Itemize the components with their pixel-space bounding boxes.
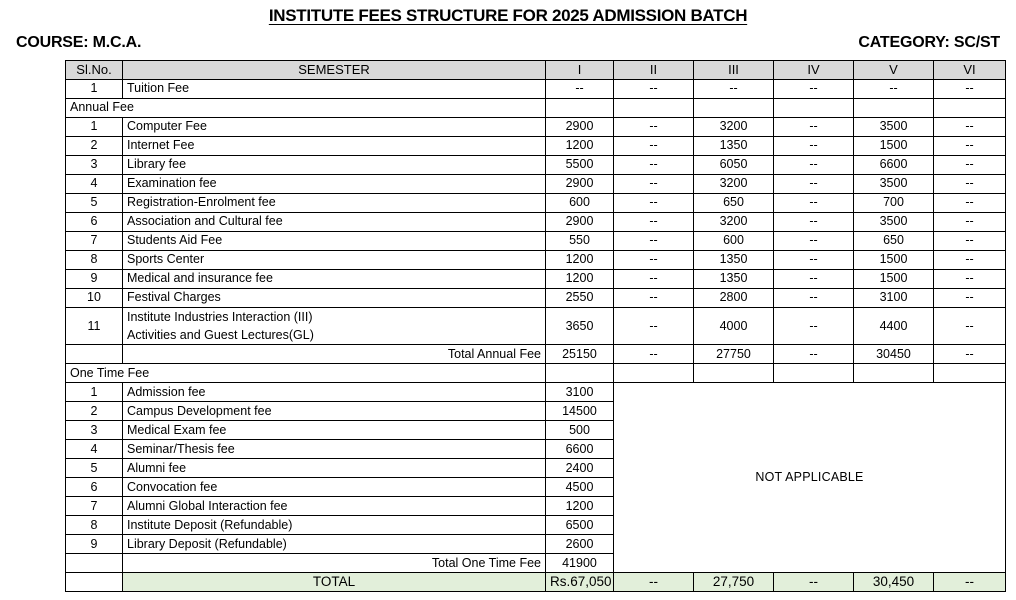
cell-sem3: 3200 (694, 213, 774, 232)
cell-sem5 (854, 364, 934, 383)
cell-sem2: -- (614, 251, 694, 270)
cell-sem4: -- (774, 175, 854, 194)
cell-sem3: 27750 (694, 345, 774, 364)
cell-sem1 (546, 364, 614, 383)
cell-sem3: 600 (694, 232, 774, 251)
row-slno: 7 (66, 232, 123, 251)
cell-sem1: 2900 (546, 118, 614, 137)
cell-sem1: 500 (546, 421, 614, 440)
table-header-row (66, 61, 1006, 80)
cell-sem2: -- (614, 213, 694, 232)
cell-sem5: 30450 (854, 345, 934, 364)
row-slno: 11 (66, 308, 123, 345)
column-header-slno: Sl.No. (66, 61, 123, 80)
cell-sem5: 1500 (854, 137, 934, 156)
cell-sem4: -- (774, 156, 854, 175)
cell-sem5: 650 (854, 232, 934, 251)
column-header-sem3: III (694, 61, 774, 80)
cell-sem3: 1350 (694, 251, 774, 270)
row-label: Computer Fee (123, 118, 546, 137)
row-label (123, 308, 546, 345)
fees-table-wrapper (65, 60, 1005, 592)
cell-sem6: -- (934, 270, 1006, 289)
cell-sem4: -- (774, 251, 854, 270)
row-label: Internet Fee (123, 137, 546, 156)
row-slno: 4 (66, 440, 123, 459)
cell-sem6: -- (934, 289, 1006, 308)
cell-sem1: 14500 (546, 402, 614, 421)
table-row-annual-fee (66, 232, 1006, 251)
row-slno: 1 (66, 118, 123, 137)
cell-sem3: 1350 (694, 270, 774, 289)
row-slno: 6 (66, 478, 123, 497)
row-slno: 9 (66, 535, 123, 554)
table-row-annual-fee (66, 156, 1006, 175)
cell-sem1: 6600 (546, 440, 614, 459)
column-header-sem1: I (546, 61, 614, 80)
row-slno: 8 (66, 251, 123, 270)
total-annual-fee-label: Total Annual Fee (123, 345, 546, 364)
row-slno (66, 573, 123, 592)
cell-sem4: -- (774, 289, 854, 308)
row-label: Festival Charges (123, 289, 546, 308)
cell-sem3: 3200 (694, 175, 774, 194)
section-header-annual-fee (66, 99, 1006, 118)
row-label: Alumni Global Interaction fee (123, 497, 546, 516)
cell-sem4: -- (774, 137, 854, 156)
row-slno: 10 (66, 289, 123, 308)
cell-sem1: 1200 (546, 497, 614, 516)
cell-sem2 (614, 99, 694, 118)
column-header-semester: SEMESTER (123, 61, 546, 80)
table-row-annual-fee (66, 289, 1006, 308)
row-label: Admission fee (123, 383, 546, 402)
cell-sem1: 1200 (546, 251, 614, 270)
cell-sem1: 2550 (546, 289, 614, 308)
cell-sem1: 2900 (546, 213, 614, 232)
table-row-annual-fee (66, 251, 1006, 270)
cell-sem2: -- (614, 175, 694, 194)
cell-sem4: -- (774, 345, 854, 364)
cell-sem1: 3650 (546, 308, 614, 345)
row-label: Alumni fee (123, 459, 546, 478)
row-label: Campus Development fee (123, 402, 546, 421)
row-slno: 1 (66, 80, 123, 99)
cell-sem6 (934, 99, 1006, 118)
row-label: Seminar/Thesis fee (123, 440, 546, 459)
cell-sem3: 27,750 (694, 573, 774, 592)
table-row-annual-fee (66, 118, 1006, 137)
fees-table-body (66, 61, 1006, 592)
category-label: CATEGORY: SC/ST (858, 34, 1000, 51)
row-label: Sports Center (123, 251, 546, 270)
table-row-grand-total (66, 573, 1006, 592)
cell-sem5: 3500 (854, 213, 934, 232)
total-one-time-fee-label: Total One Time Fee (123, 554, 546, 573)
column-header-sem2: II (614, 61, 694, 80)
row-slno: 7 (66, 497, 123, 516)
cell-sem4: -- (774, 270, 854, 289)
cell-sem5 (854, 99, 934, 118)
row-label: Association and Cultural fee (123, 213, 546, 232)
cell-sem2 (614, 364, 694, 383)
table-row-annual-fee (66, 175, 1006, 194)
cell-sem2: -- (614, 308, 694, 345)
row-label: Medical and insurance fee (123, 270, 546, 289)
cell-sem5: 700 (854, 194, 934, 213)
cell-sem1: 5500 (546, 156, 614, 175)
cell-sem3: -- (694, 80, 774, 99)
cell-sem1: 2600 (546, 535, 614, 554)
grand-total-label: TOTAL (123, 573, 546, 592)
cell-sem6: -- (934, 156, 1006, 175)
cell-sem5: 1500 (854, 270, 934, 289)
row-slno (66, 554, 123, 573)
row-label: Institute Deposit (Refundable) (123, 516, 546, 535)
row-slno: 2 (66, 402, 123, 421)
page-title: INSTITUTE FEES STRUCTURE FOR 2025 ADMISSION BATCH (268, 6, 748, 25)
cell-sem1: 2900 (546, 175, 614, 194)
cell-sem6: -- (934, 194, 1006, 213)
row-slno: 2 (66, 137, 123, 156)
cell-sem6: -- (934, 118, 1006, 137)
cell-sem3: 6050 (694, 156, 774, 175)
section-label-annual-fee: Annual Fee (66, 99, 546, 118)
row-label: Registration-Enrolment fee (123, 194, 546, 213)
cell-sem5: -- (854, 80, 934, 99)
cell-sem3 (694, 99, 774, 118)
course-label: COURSE: M.C.A. (16, 34, 142, 51)
cell-sem3: 3200 (694, 118, 774, 137)
cell-sem1: 25150 (546, 345, 614, 364)
cell-sem1: 2400 (546, 459, 614, 478)
table-row-one-time-fee (66, 383, 1006, 402)
cell-sem5: 3500 (854, 175, 934, 194)
row-slno: 6 (66, 213, 123, 232)
cell-sem3: 4000 (694, 308, 774, 345)
row-slno: 4 (66, 175, 123, 194)
row-slno: 8 (66, 516, 123, 535)
course-category-row (16, 34, 1000, 52)
cell-sem4: -- (774, 194, 854, 213)
cell-sem2: -- (614, 80, 694, 99)
cell-sem2: -- (614, 194, 694, 213)
row-label-line1: Institute Industries Interaction (III) (127, 310, 313, 324)
cell-sem1: -- (546, 80, 614, 99)
row-slno: 9 (66, 270, 123, 289)
cell-sem2: -- (614, 137, 694, 156)
cell-sem3: 2800 (694, 289, 774, 308)
cell-sem4: -- (774, 573, 854, 592)
cell-sem2: -- (614, 232, 694, 251)
cell-sem3 (694, 364, 774, 383)
cell-sem1: 41900 (546, 554, 614, 573)
cell-sem2: -- (614, 345, 694, 364)
cell-sem5: 1500 (854, 251, 934, 270)
row-slno: 3 (66, 156, 123, 175)
cell-sem1: 1200 (546, 270, 614, 289)
table-row-annual-fee (66, 194, 1006, 213)
cell-sem4: -- (774, 118, 854, 137)
cell-sem6: -- (934, 573, 1006, 592)
cell-sem1: 600 (546, 194, 614, 213)
cell-sem5: 3500 (854, 118, 934, 137)
cell-sem1: 4500 (546, 478, 614, 497)
cell-sem1: 1200 (546, 137, 614, 156)
table-row-annual-fee (66, 213, 1006, 232)
cell-sem1 (546, 99, 614, 118)
cell-sem1: Rs.67,050 (546, 573, 614, 592)
cell-sem4: -- (774, 213, 854, 232)
cell-sem6: -- (934, 137, 1006, 156)
cell-sem4: -- (774, 80, 854, 99)
cell-sem4: -- (774, 308, 854, 345)
cell-sem4 (774, 99, 854, 118)
cell-sem2: -- (614, 289, 694, 308)
table-row-annual-fee (66, 270, 1006, 289)
row-label-line2: Activities and Guest Lectures(GL) (127, 328, 314, 343)
cell-sem6: -- (934, 80, 1006, 99)
cell-sem4 (774, 364, 854, 383)
table-row-annual-fee (66, 137, 1006, 156)
cell-sem3: 1350 (694, 137, 774, 156)
cell-sem1: 550 (546, 232, 614, 251)
column-header-sem6: VI (934, 61, 1006, 80)
cell-sem6: -- (934, 251, 1006, 270)
row-label: Students Aid Fee (123, 232, 546, 251)
table-row-tuition-fee (66, 80, 1006, 99)
cell-sem6: -- (934, 175, 1006, 194)
cell-sem6: -- (934, 232, 1006, 251)
fees-table (65, 60, 1006, 592)
table-row-total-annual-fee (66, 345, 1006, 364)
row-label: Convocation fee (123, 478, 546, 497)
row-label: Medical Exam fee (123, 421, 546, 440)
cell-sem5: 30,450 (854, 573, 934, 592)
table-row-annual-fee-11 (66, 308, 1006, 345)
column-header-sem5: V (854, 61, 934, 80)
row-label: Library Deposit (Refundable) (123, 535, 546, 554)
row-slno: 1 (66, 383, 123, 402)
section-label-one-time-fee: One Time Fee (66, 364, 546, 383)
row-label: Library fee (123, 156, 546, 175)
cell-sem6: -- (934, 345, 1006, 364)
cell-sem6: -- (934, 308, 1006, 345)
row-label: Examination fee (123, 175, 546, 194)
row-slno: 3 (66, 421, 123, 440)
cell-sem5: 4400 (854, 308, 934, 345)
row-slno: 5 (66, 194, 123, 213)
row-slno (66, 345, 123, 364)
cell-sem1: 6500 (546, 516, 614, 535)
row-slno: 5 (66, 459, 123, 478)
section-header-one-time-fee (66, 364, 1006, 383)
cell-sem2: -- (614, 270, 694, 289)
cell-sem3: 650 (694, 194, 774, 213)
cell-sem2: -- (614, 573, 694, 592)
cell-sem5: 3100 (854, 289, 934, 308)
cell-sem4: -- (774, 232, 854, 251)
cell-sem1: 3100 (546, 383, 614, 402)
cell-sem6 (934, 364, 1006, 383)
cell-sem5: 6600 (854, 156, 934, 175)
cell-sem2: -- (614, 156, 694, 175)
cell-sem6: -- (934, 213, 1006, 232)
not-applicable-cell: NOT APPLICABLE (614, 383, 1006, 573)
column-header-sem4: IV (774, 61, 854, 80)
row-label: Tuition Fee (123, 80, 546, 99)
cell-sem2: -- (614, 118, 694, 137)
